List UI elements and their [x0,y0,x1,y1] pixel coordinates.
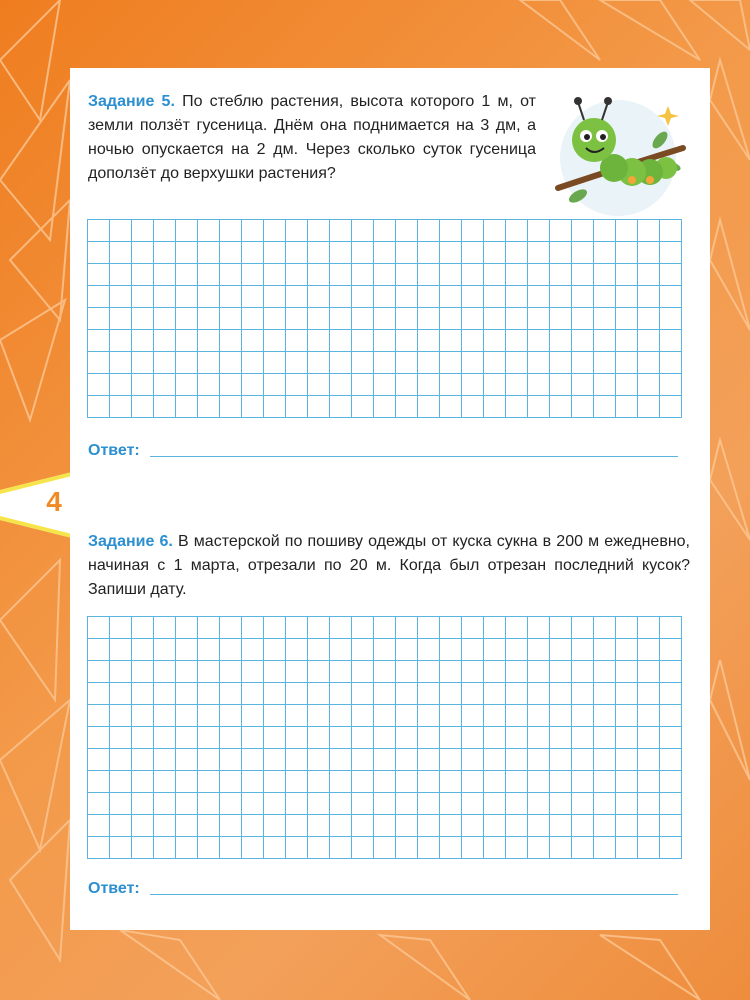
answer-row-task-6 [88,880,678,898]
answer-grid-task-5[interactable] [87,219,682,418]
task-6-label: Задание 6. [88,533,173,550]
answer-label-task-6: Ответ: [88,880,140,897]
task-5-text: По стеблю растения, высота которого 1 м, от земли ползёт гусеница. Днём она поднимается на 3 дм, а ночью опускается на 2 дм. Через сколько суток гусеница доползёт до верхушки растения? [88,93,536,182]
task-6-text: В мастерской по пошиву одежды от куска сукна в 200 м ежедневно, начиная с 1 марта, отрезали по 20 м. Когда был отрезан последний кусок? Запиши дату. [88,533,690,598]
task-6 [88,530,690,602]
caterpillar-illustration [548,88,688,218]
answer-line-task-6[interactable] [150,893,678,895]
answer-grid-task-6[interactable] [87,616,682,859]
task-5 [88,90,536,186]
task-5-label: Задание 5. [88,93,175,110]
answer-label-task-5: Ответ: [88,442,140,459]
answer-row-task-5 [88,442,678,460]
page-number: 4 [46,486,62,517]
answer-line-task-5[interactable] [150,455,678,457]
